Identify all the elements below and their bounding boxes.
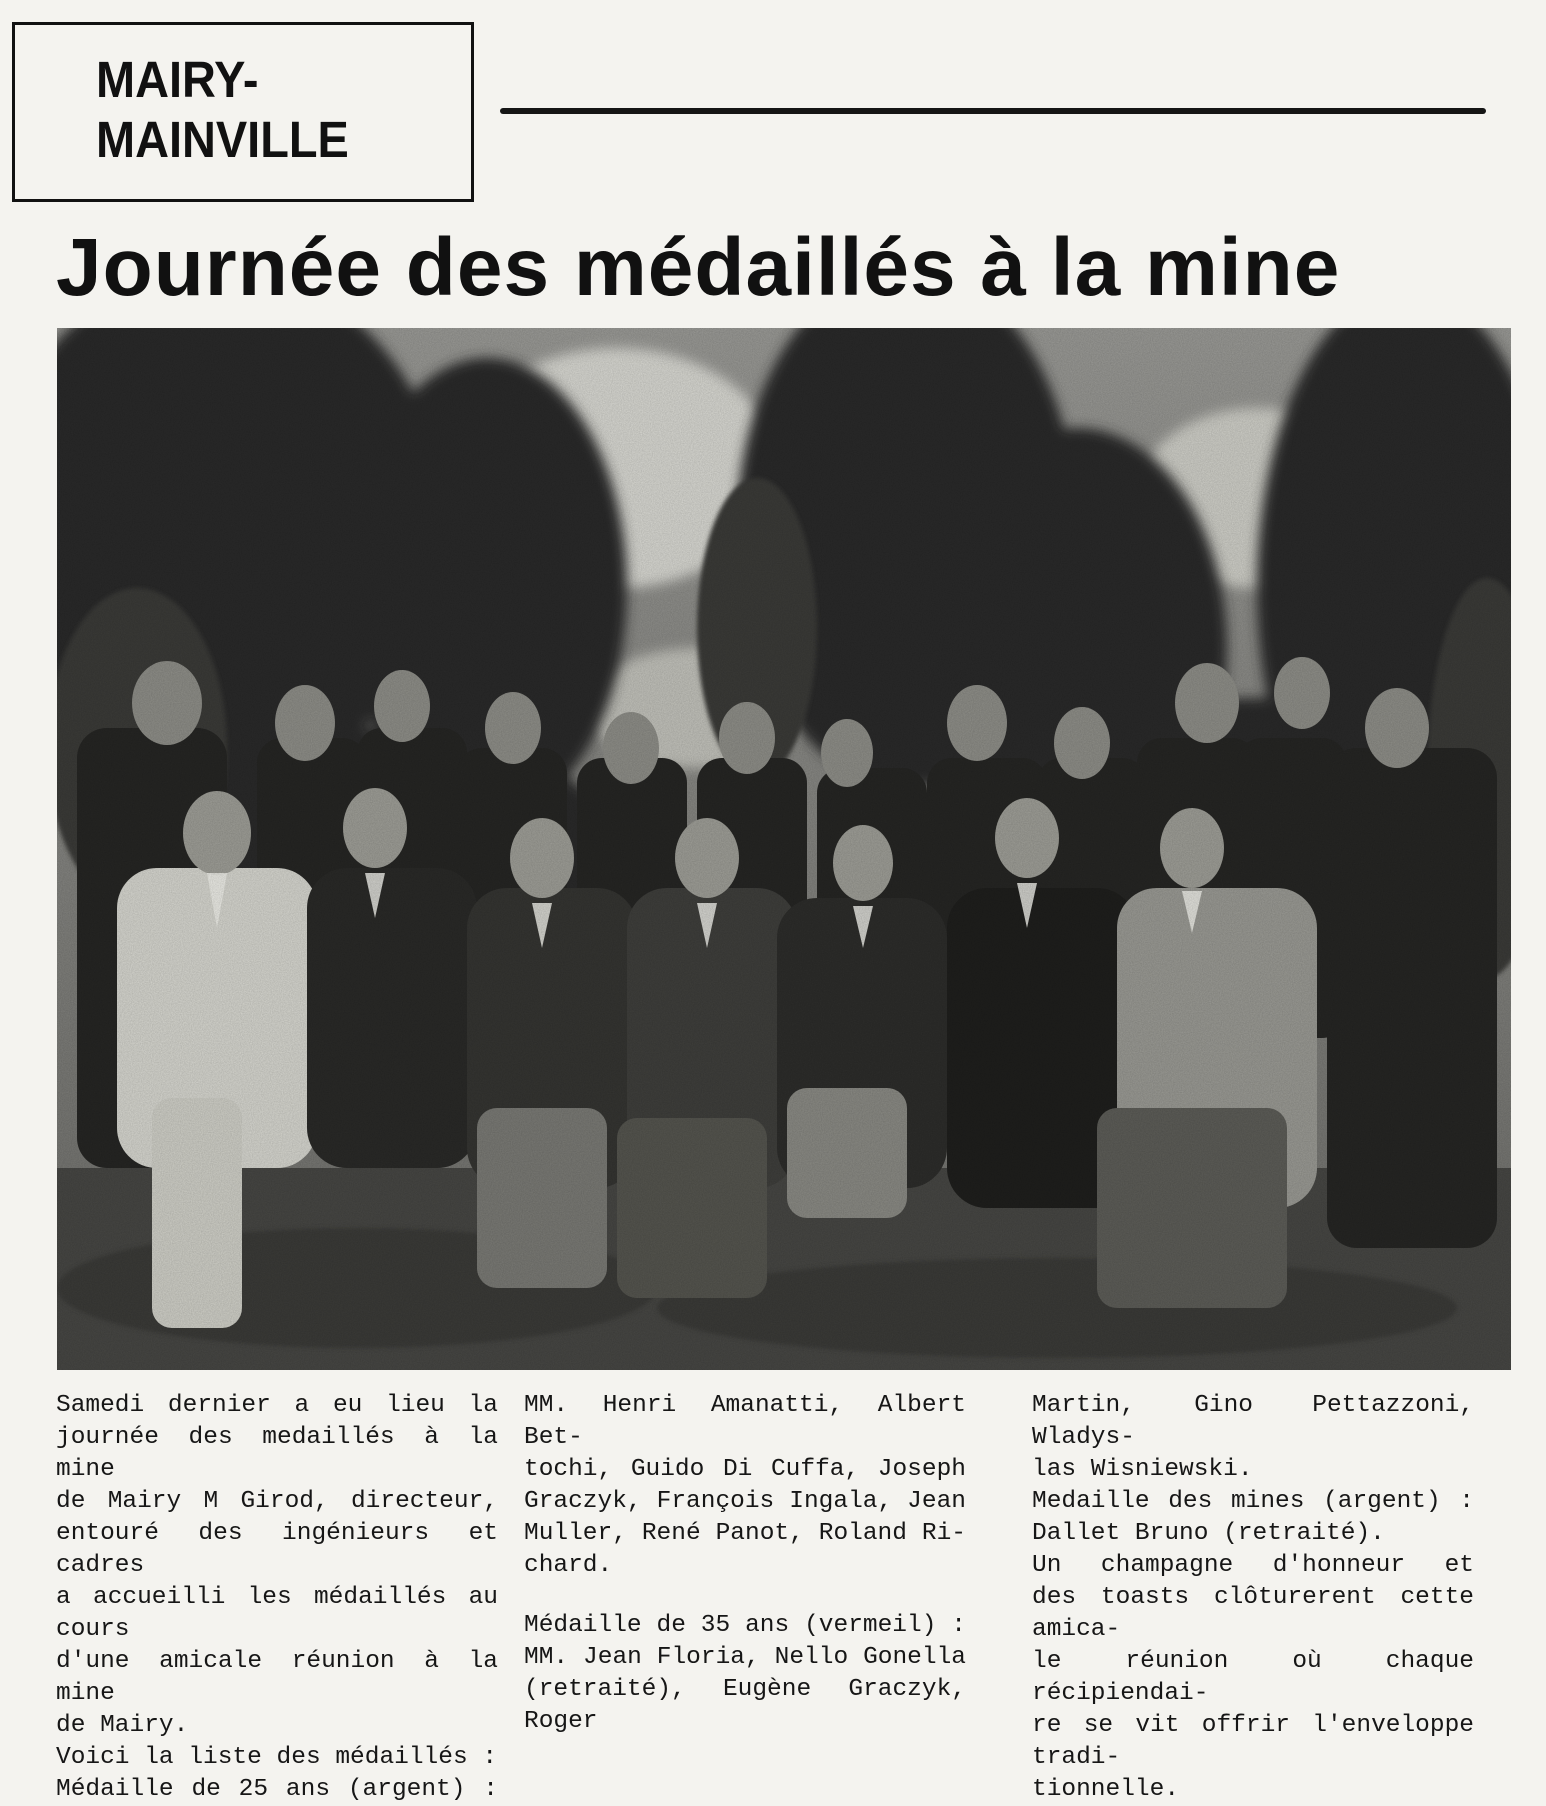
col1-line: a accueilli les médaillés au cours — [56, 1584, 498, 1643]
col2-line: tochi, Guido Di Cuffa, Joseph — [524, 1456, 966, 1483]
col3-line: tionnelle. — [1032, 1776, 1180, 1803]
col2-line: MM. Henri Amanatti, Albert Bet- — [524, 1392, 966, 1451]
col2-line: chard. — [524, 1552, 613, 1579]
article-column-1 — [56, 1390, 498, 1806]
header-rule — [500, 108, 1486, 114]
article-column-3 — [1032, 1390, 1474, 1806]
col3-line: des toasts clôturerent cette amica- — [1032, 1584, 1474, 1643]
group-photo — [57, 328, 1511, 1370]
col2-line: MM. Jean Floria, Nello Gonella — [524, 1644, 966, 1671]
col1-line: entouré des ingénieurs et cadres — [56, 1520, 498, 1579]
group-photo-illustration — [57, 328, 1511, 1370]
mines-medal-heading: Medaille des mines (argent) : — [1032, 1488, 1474, 1515]
col3-line: Un champagne d'honneur et — [1032, 1552, 1474, 1579]
show-through-text-lower — [520, 150, 1420, 210]
col2-line: (retraité), Eugène Graczyk, Roger — [524, 1676, 966, 1735]
col1-line: de Mairy M Girod, directeur, — [56, 1488, 498, 1515]
list-intro: Voici la liste des médaillés : — [56, 1744, 498, 1771]
col2-line: Muller, René Panot, Roland Ri- — [524, 1520, 966, 1547]
show-through-text — [480, 8, 1510, 88]
col3-line: Dallet Bruno (retraité). — [1032, 1520, 1385, 1547]
section-label-line-1: MAIRY- — [96, 51, 259, 108]
col3-line: Martin, Gino Pettazzoni, Wladys- — [1032, 1392, 1474, 1451]
headline: Journée des médaillés à la mine — [56, 222, 1341, 313]
medal-25-heading: Médaille de 25 ans (argent) : — [56, 1776, 498, 1803]
col3-line: las Wisniewski. — [1032, 1456, 1253, 1483]
section-label — [96, 50, 427, 170]
col1-line: d'une amicale réunion à la mine — [56, 1648, 498, 1707]
medal-35-heading: Médaille de 35 ans (vermeil) : — [524, 1612, 966, 1639]
col1-line: Samedi dernier a eu lieu la — [56, 1392, 498, 1419]
section-label-line-2: MAINVILLE — [96, 111, 349, 168]
col3-line: le réunion où chaque récipiendai- — [1032, 1648, 1474, 1707]
col3-line: re se vit offrir l'enveloppe tradi- — [1032, 1712, 1474, 1771]
article-body — [56, 1390, 1500, 1803]
article-column-2 — [524, 1390, 966, 1738]
col1-line: de Mairy. — [56, 1712, 189, 1739]
col1-line: journée des medaillés à la mine — [56, 1424, 498, 1483]
col2-line: Graczyk, François Ingala, Jean — [524, 1488, 966, 1515]
